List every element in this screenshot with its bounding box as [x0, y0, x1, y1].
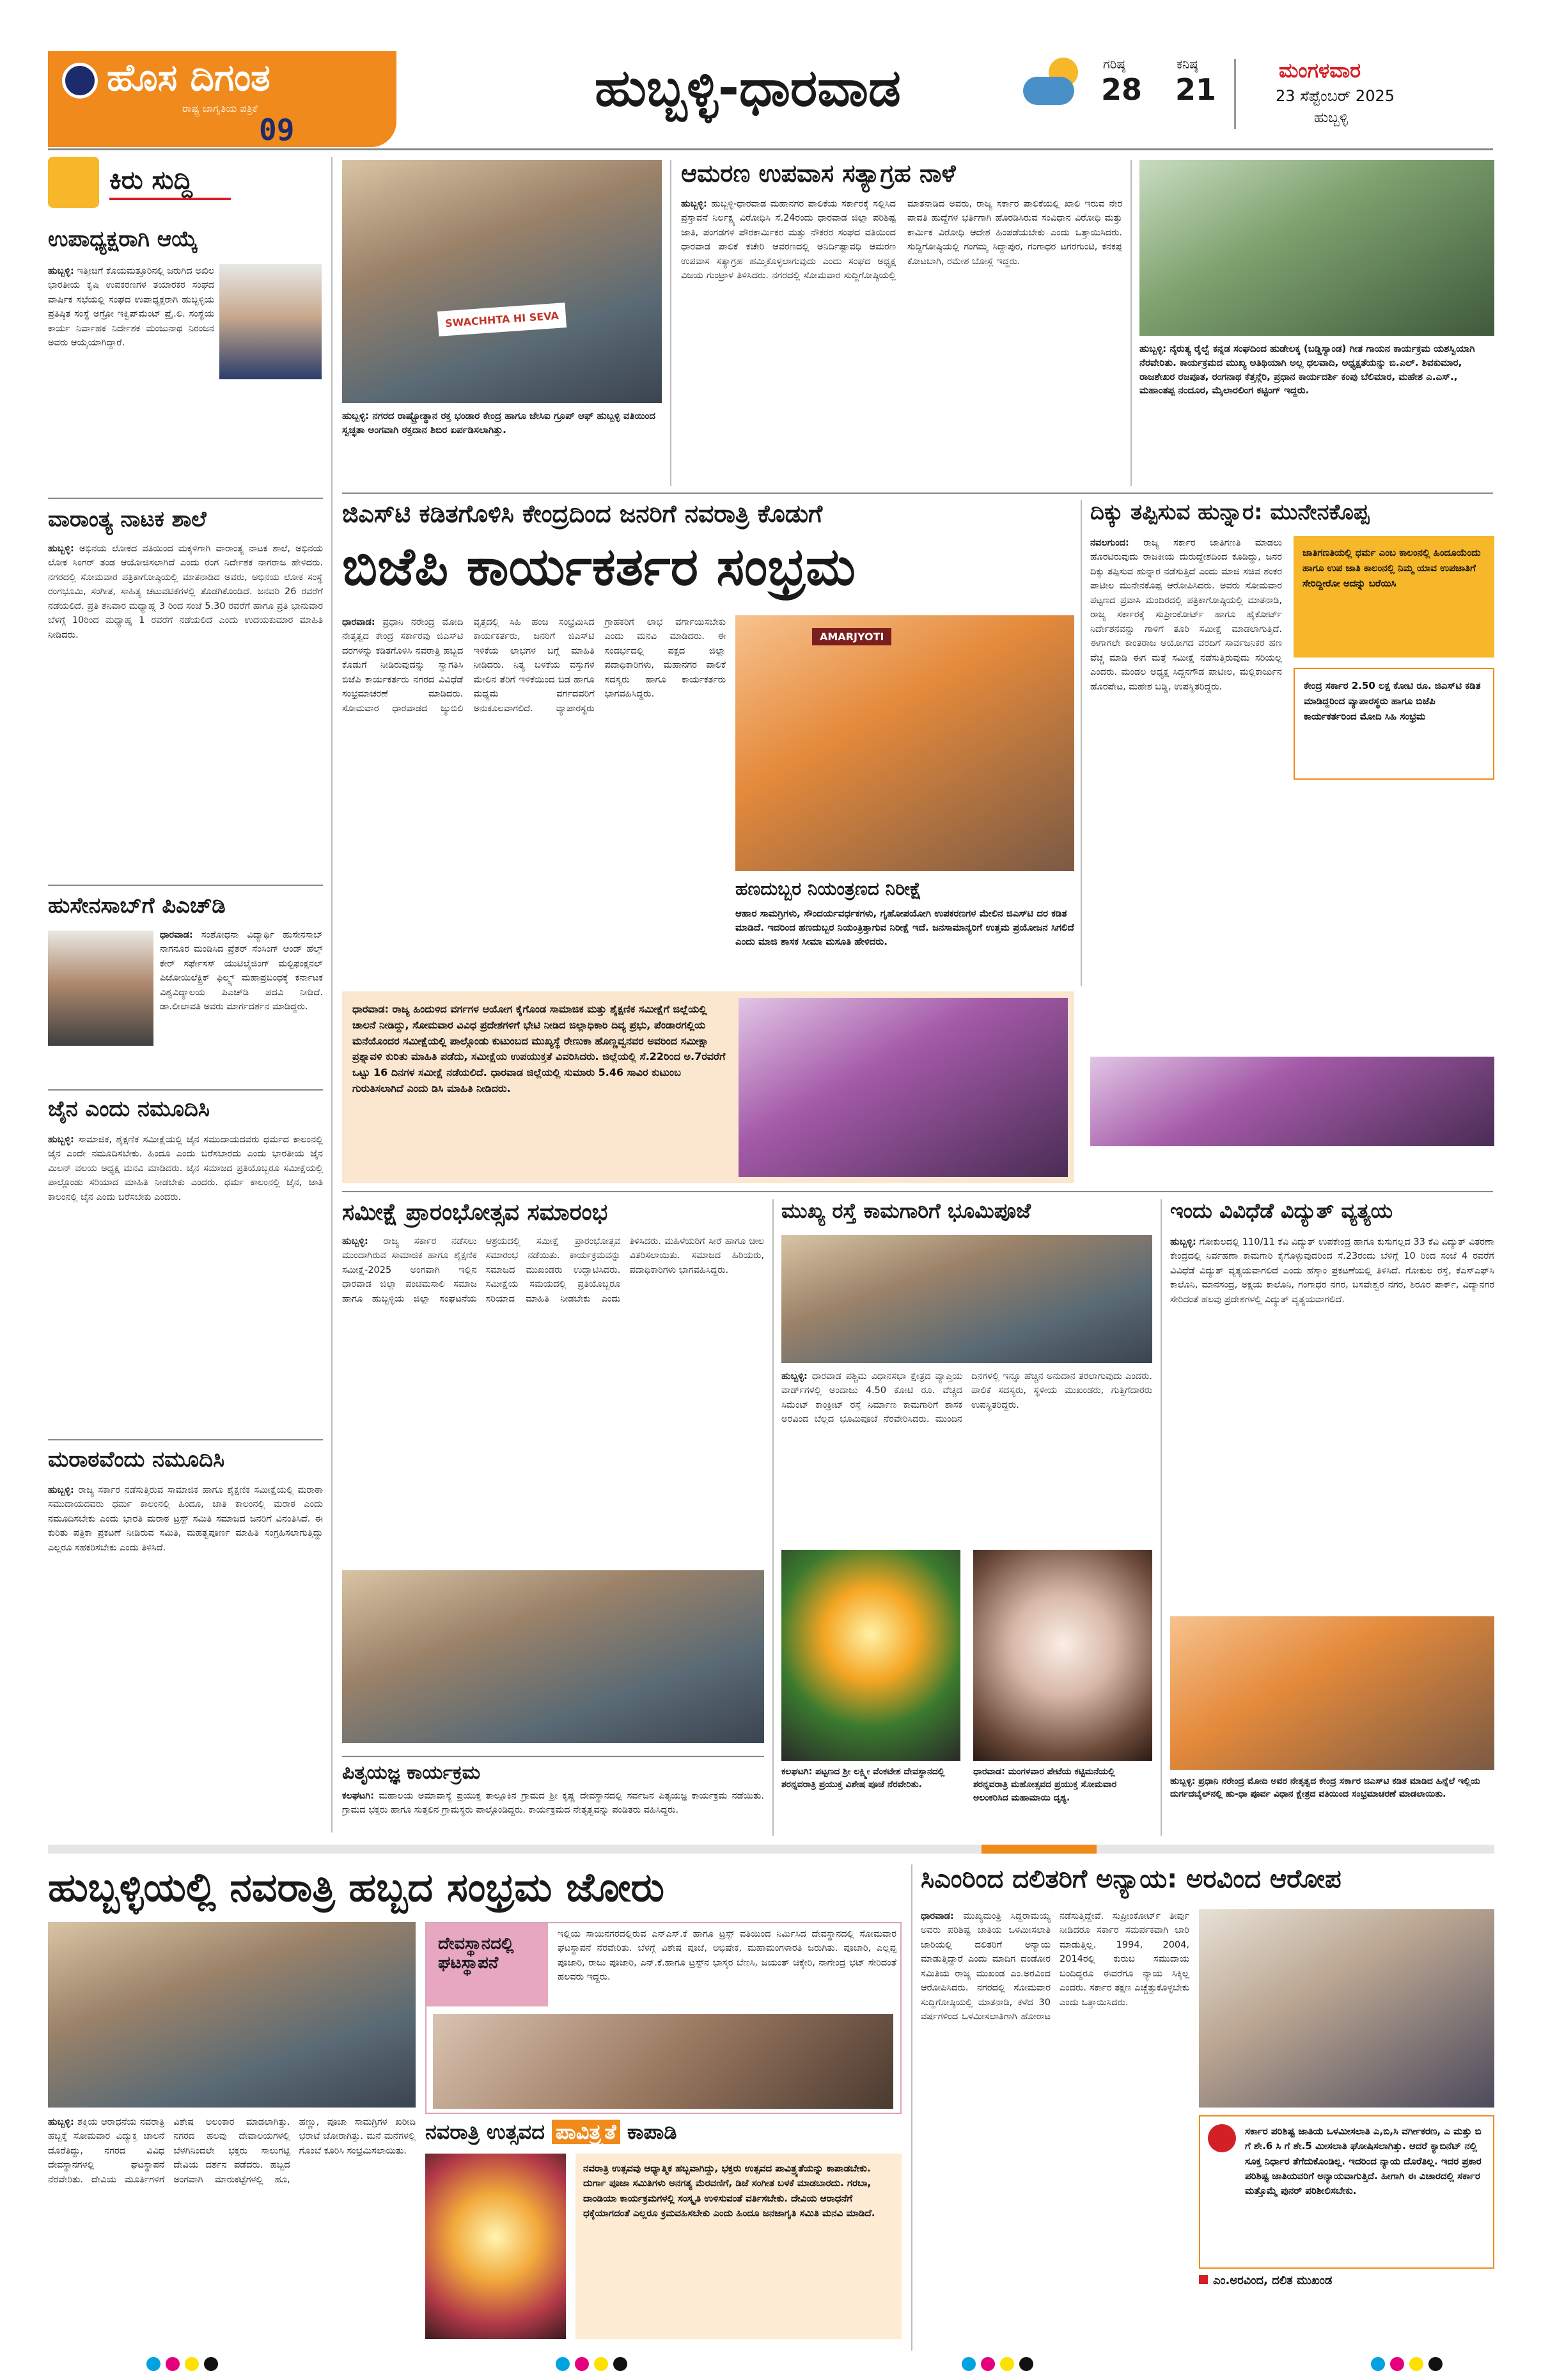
- date: 23 ಸೆಪ್ಟೆಂಬರ್ 2025: [1276, 87, 1395, 105]
- lead-story: [342, 500, 1074, 986]
- city: ಹುಬ್ಬಳ್ಳಿ: [1314, 110, 1349, 126]
- brief-headline: ಮರಾಠವೆಂದು ನಮೂದಿಸಿ: [48, 1447, 225, 1472]
- photo-caption: ಧಾರವಾಡ: ಮಂಗಳವಾರ ಪೇಟೆಯ ಕಟ್ಟಿಮನೆಯಲ್ಲಿ ಶರನ್ನವರಾತ್ರಿ ಮಹೋತ್ಸವದ ಪ್ರಯುಕ್ತ ಸೋಮವಾರ ಅಲಂಕರಿಸಿದ ಮಹಾಮಾಯಿ ದೃಶ್ಯ.: [973, 1767, 1117, 1803]
- registration-marks: [1368, 2357, 1445, 2374]
- masthead-divider: [1234, 59, 1236, 129]
- quote-author: ಎಂ.ಅರವಿಂದ, ದಲಿತ ಮುಖಂಡ: [1199, 2274, 1494, 2287]
- story-headline: ಆಮರಣ ಉಪವಾಸ ಸತ್ಯಾಗ್ರಹ ನಾಳೆ: [681, 159, 956, 187]
- survey-box: [342, 991, 1074, 1183]
- top-photo-left: [342, 160, 662, 486]
- portrait-photo: [48, 931, 153, 1046]
- story-body: ನವಲಗುಂದ: ರಾಜ್ಯ ಸರ್ಕಾರ ಜಾತಿಗಣತಿ ಮಾಡಲು ಹೊರಟಿರುವುದು ರಾಜಕೀಯ ದುರುದ್ದೇಶದಿಂದ ಕೂಡಿದ್ದು, ಜನರ ದಿಕ್ಕು ತಪ್ಪಿಸುವ ಹುನ್ನಾರ ನಡೆಸುತ್ತಿದೆ ಎಂದು ಮಾಜಿ ಸಚಿವ ಶಂಕರ ಪಾಟೀಲ ಮುನೇನಕೊಪ್ಪ ಆರೋಪಿಸಿದರು. ಅವರು ಸೋಮವಾರ ಪಟ್ಟಣದ ಪ್ರವಾಸಿ ಮಂದಿರದಲ್ಲಿ ಪತ್ರಿಕಾಗೋಷ್ಠಿಯಲ್ಲಿ ಮಾತನಾಡಿ, ರಾಜ್ಯ ಸರ್ಕಾರಕ್ಕೆ ಸುಪ್ರೀಂಕೋರ್ಟ್ ಹಾಗೂ ಹೈಕೋರ್ಟ್ ನಿರ್ದೇಶನವನ್ನು ಗಾಳಿಗೆ ತೂರಿ ಸಮೀಕ್ಷೆ ಮಾಡಲಾಗುತ್ತಿದೆ. ಈಗಾಗಲೇ ಕಾಂತರಾಜ ಆಯೋಗದ ವರದಿಗೆ ಸಾರ್ವಜನಿಕರ ಹಣ ವೆಚ್ಚ ಮಾಡಿ ಈಗ ಮತ್ತೆ ಸಮೀಕ್ಷೆ ನಡೆಸುತ್ತಿರುವುದು ಸರಿಯಲ್ಲ ಎಂದರು. ಮಂಡಲ ಅಧ್ಯಕ್ಷ ಸಿದ್ದನಗೌಡ ಪಾಟೀಲ, ಮಲ್ಲಿಕಾರ್ಜುನ ಹೊರಪೇಟ, ಮಹೇಶ ಬಡ್ಡಿ, ಉಪಸ್ಥಿತರಿದ್ದರು.: [1090, 538, 1282, 692]
- registration-marks: [553, 2357, 630, 2374]
- navaratri-story: [48, 1864, 902, 2351]
- page-number: 09: [259, 113, 295, 147]
- ghatasthapane-photo[interactable]: [433, 2014, 893, 2109]
- deity-photo[interactable]: [781, 1550, 960, 1761]
- kiru-suddi-column: [48, 157, 323, 1832]
- dalit-story: [921, 1864, 1494, 2351]
- highlight-word: ಪಾವಿತ್ರ್ಯತೆ: [552, 2120, 620, 2144]
- brief-headline: ಜೈನ ಎಂದು ನಮೂದಿಸಿ: [48, 1096, 210, 1122]
- story-headline: ಸಮೀಕ್ಷೆ ಪ್ರಾರಂಭೋತ್ಸವ ಸಮಾರಂಭ: [342, 1199, 608, 1225]
- brief-headline: ಉಪಾಧ್ಯಕ್ಷರಾಗಿ ಆಯ್ಕೆ: [48, 226, 198, 252]
- square-bullet-icon: [1199, 2275, 1208, 2284]
- hand-icon: [48, 157, 99, 208]
- story-body: ಕಲಘಟಗಿ: ಮಹಾಲಯ ಅಮಾವಾಸ್ಯೆ ಪ್ರಯುಕ್ತ ತಾಲ್ಲೂಕಿನ ಗ್ರಾಮದ ಶ್ರೀ ಕೃಷ್ಣ ದೇವಸ್ಥಾನದಲ್ಲಿ ಸರ್ವಜನ ಪಿತೃಯಜ್ಞ ಕಾರ್ಯಕ್ರಮ ನಡೆಯಿತು. ಗ್ರಾಮದ ಭಕ್ತರು ಹಾಗೂ ಸುತ್ತಲಿನ ಗ್ರಾಮಸ್ಥರು ಪಾಲ್ಗೊಂಡಿದ್ದರು. ಕಾರ್ಯಕ್ರಮದ ನೇತೃತ್ವವನ್ನು ಪಂಡಿತರು ವಹಿಸಿದ್ದರು.: [342, 1791, 764, 1816]
- temp-max: 28: [1101, 72, 1143, 107]
- brief-body: ಹುಬ್ಬಳ್ಳಿ: ಸಾಮಾಜಿಕ, ಶೈಕ್ಷಣಿಕ ಸಮೀಕ್ಷೆಯಲ್ಲಿ ಜೈನ ಸಮುದಾಯದವರು ಧರ್ಮದ ಕಾಲಂನಲ್ಲಿ ಜೈನ ಎಂದೇ ನಮೂದಿಸಬೇಕು. ಹಿಂದೂ ಎಂದು ಬರೆಸಬಾರದು ಎಂದು ಭಾರತೀಯ ಜೈನ ಮಿಲನ್ ವಲಯ ಅಧ್ಯಕ್ಷ ಮನವಿ ಮಾಡಿದರು. ಜೈನ ಸಮಾಜದ ಪ್ರತಿಯೊಬ್ಬರೂ ಸಮೀಕ್ಷೆಯಲ್ಲಿ ಪಾಲ್ಗೊಂಡು ಸರಿಯಾದ ಮಾಹಿತಿ ನೀಡಬೇಕು ಎಂದರು. ಧರ್ಮ ಕಾಲಂನಲ್ಲಿ ಜೈನ, ಜಾತಿ ಕಾಲಂನಲ್ಲಿ ಜೈನ ಎಂದು ಬರೆಸಬೇಕು ಎಂದರು.: [48, 1135, 323, 1202]
- goddess-photo[interactable]: [425, 2154, 566, 2339]
- brand-tagline: ರಾಷ್ಟ್ರ ಜಾಗೃತಿಯ ಪತ್ರಿಕೆ: [182, 102, 258, 114]
- day: ಮಂಗಳವಾರ: [1279, 58, 1361, 83]
- weather-icon: [1023, 58, 1081, 109]
- brand-name: ಹೊಸ ದಿಗಂತ: [107, 56, 270, 99]
- ghatasthapane-box: [425, 1922, 902, 2114]
- registration-marks: [144, 2357, 221, 2374]
- lamp-icon: [62, 63, 98, 99]
- lead-kicker: ಜಿಎಸ್‌ಟಿ ಕಡಿತಗೊಳಿಸಿ ಕೇಂದ್ರದಿಂದ ಜನರಿಗೆ ನವರಾತ್ರಿ ಕೊಡುಗೆ: [342, 500, 823, 528]
- group-photo[interactable]: [1139, 160, 1494, 336]
- photo-caption: ಹುಬ್ಬಳ್ಳಿ: ಪ್ರಧಾನಿ ನರೇಂದ್ರ ಮೋದಿ ಅವರ ನೇತೃತ್ವದ ಕೇಂದ್ರ ಸರ್ಕಾರ ಜಿಎಸ್‌ಟಿ ಕಡಿತ ಮಾಡಿದ ಹಿನ್ನೆಲೆ ಇಲ್ಲಿಯ ದುರ್ಗದಬೈಲ್‌ನಲ್ಲಿ ಹು-ಧಾ ಪೂರ್ವ ವಿಧಾನ ಕ್ಷೇತ್ರದ ವತಿಯಿಂದ ಸಂಭ್ರಮಾಚರಣೆ ಮಾಡಲಾಯಿತು.: [1170, 1776, 1480, 1800]
- bottom-divider: [48, 1845, 1494, 1854]
- survey-text: ಧಾರವಾಡ: ರಾಜ್ಯ ಹಿಂದುಳಿದ ವರ್ಗಗಳ ಆಯೋಗ ಕೈಗೊಂಡ ಸಾಮಾಜಿಕ ಮತ್ತು ಶೈಕ್ಷಣಿಕ ಸಮೀಕ್ಷೆಗೆ ಜಿಲ್ಲೆಯಲ್ಲಿ ಚಾಲನೆ ನೀಡಿದ್ದು, ಸೋಮವಾರ ವಿವಿಧ ಪ್ರದೇಶಗಳಿಗೆ ಭೇಟಿ ನೀಡಿದ ಜಿಲ್ಲಾಧಿಕಾರಿ ದಿವ್ಯ ಪ್ರಭು, ಪೆಂಡಾರಗಲ್ಲಿಯ ಮನೆಯೊಂದರ ಸಮೀಕ್ಷೆಯಲ್ಲಿ ಪಾಲ್ಗೊಂಡು ಕುಟುಂಬದ ಮುಖ್ಯಸ್ಥೆ ರೇಣುಕಾ ಹೊಣ್ಣವ್ವನವರ ಅವರಿಂದ ಸಮೀಕ್ಷಾ ಪ್ರಶ್ನಾವಳಿ ಕುರಿತು ಮಾಹಿತಿ ಪಡೆದು, ಸಮೀಕ್ಷೆಯ ಉಪಯುಕ್ತತೆ ವಿವರಿಸಿದರು. ಜಿಲ್ಲೆಯಲ್ಲಿ ಸೆ.22ರಿಂದ ಅ.7ರವರೆಗೆ ಒಟ್ಟು 16 ದಿನಗಳ ಸಮೀಕ್ಷೆ ನಡೆಯಲಿದೆ. ಧಾರವಾಡ ಜಿಲ್ಲೆಯಲ್ಲಿ ಸುಮಾರು 5.46 ಸಾವಿರ ಕುಟುಂಬ ಗುರುತಿಸಲಾಗಿದೆ ಎಂದು ಡಿಸಿ ಮಾಹಿತಿ ನೀಡಿದರು.: [352, 1003, 726, 1094]
- portrait-photo: [219, 264, 322, 379]
- kiru-suddi-title-box: [48, 157, 240, 208]
- registration-marks: [959, 2357, 1036, 2374]
- story-body: ಹುಬ್ಬಳ್ಳಿ: ಶಕ್ತಿಯ ಆರಾಧನೆಯ ನವರಾತ್ರಿ ಹಬ್ಬಕ್ಕೆ ಸೋಮವಾರ ವಿದ್ಯುಕ್ತ ಚಾಲನೆ ದೊರೆತಿದ್ದು, ನಗರದ ವಿವಿಧ ದೇವಸ್ಥಾನಗಳಲ್ಲಿ ಘಟಸ್ಥಾಪನೆ ನೆರವೇರಿತು. ದೇವಿಯ ಮೂರ್ತಿಗಳಿಗೆ ವಿಶೇಷ ಅಲಂಕಾರ ಮಾಡಲಾಗಿತ್ತು. ನಗರದ ಹಲವು ದೇವಾಲಯಗಳಲ್ಲಿ ಬೆಳಗಿನಿಂದಲೇ ಭಕ್ತರು ಸಾಲುಗಟ್ಟಿ ದೇವಿಯ ದರ್ಶನ ಪಡೆದರು. ಹಬ್ಬದ ಅಂಗವಾಗಿ ಮಾರುಕಟ್ಟೆಗಳಲ್ಲಿ ಹೂ, ಹಣ್ಣು, ಪೂಜಾ ಸಾಮಗ್ರಿಗಳ ಖರೀದಿ ಭರಾಟೆ ಜೋರಾಗಿತ್ತು. ಮನೆ ಮನೆಗಳಲ್ಲಿ ಗೊಂಬೆ ಕೂರಿಸಿ ಸಂಭ್ರಮಿಸಲಾಯಿತು.: [48, 2117, 416, 2185]
- highlight-box: ಕೇಂದ್ರ ಸರ್ಕಾರ 2.50 ಲಕ್ಷ ಕೋಟಿ ರೂ. ಜಿಎಸ್‌ಟಿ ಕಡಿತ ಮಾಡಿದ್ದರಿಂದ ವ್ಯಾಪಾರಸ್ಥರು ಹಾಗೂ ಬಿಜೆಪಿ ಕಾರ್ಯಕರ್ತರಿಂದ ಮೋದಿ ಸಿಹಿ ಸಂಭ್ರಮ: [1294, 668, 1494, 780]
- brief-headline: ಹುಸೇನಸಾಬ್‌ಗೆ ಪಿಎಚ್‌ಡಿ: [48, 893, 226, 918]
- lead-headline: ಬಿಜೆಪಿ ಕಾರ್ಯಕರ್ತರ ಸಂಭ್ರಮ: [342, 537, 856, 597]
- banner: SWACHHTA HI SEVA: [437, 303, 567, 336]
- photo-caption: ಹುಬ್ಬಳ್ಳಿ: ನಗರದ ರಾಷ್ಟ್ರೋತ್ಥಾನ ರಕ್ತ ಭಂಡಾರ ಕೇಂದ್ರ ಹಾಗೂ ಜೇಸಿಐ ಗ್ರೂಪ್ ಆಫ್ ಹುಬ್ಬಳ್ಳಿ ವತಿಯಿಂದ ಸ್ವಚ್ಛತಾ ಅಂಗವಾಗಿ ರಕ್ತದಾನ ಶಿಬಿರ ಏರ್ಪಡಿಸಲಾಗಿತ್ತು.: [342, 410, 655, 436]
- bhoomi-puja-story: [781, 1199, 1152, 1836]
- photo-caption: ಕಲಘಟಗಿ: ಪಟ್ಟಣದ ಶ್ರೀ ಲಕ್ಷ್ಮೀ ವೆಂಕಟೇಶ ದೇವಸ್ಥಾನದಲ್ಲಿ ಶರನ್ನವರಾತ್ರಿ ಪ್ರಯುಕ್ತ ವಿಶೇಷ ಪೂಜೆ ನೆರವೇರಿತು.: [781, 1767, 945, 1790]
- photo-caption: ಹುಬ್ಬಳ್ಳಿ: ನೈರುತ್ಯ ರೈಲ್ವೆ ಕನ್ನಡ ಸಂಘದಿಂದ ಹುಡೇಲಕ್ಕ (ಬಡ್ಡಿಸ್ಯಾಂಡ) ಗೀತ ಗಾಯನ ಕಾರ್ಯಕ್ರಮ ಯಶಸ್ವಿಯಾಗಿ ನೆರವೇರಿತು. ಕಾರ್ಯಕ್ರಮದ ಮುಖ್ಯ ಅತಿಥಿಯಾಗಿ ಅಲ್ಲ ಧಲವಾದಿ, ಅಧ್ಯಕ್ಷತೆಯನ್ನು ಬಿ.ಎಲ್. ಶಿವಕುಮಾರ, ರಾಜಶೇಖರ ರಜಪೂತ, ರಂಗನಾಥ ಕೆತ್ತನ್ಗೆರಿ, ಪ್ರಧಾನ ಕಾರ್ಯದರ್ಶಿ ಕಂಪು ಬೆಲಿಮಾರ, ಮಹೇಶ ಎ.ಎಸ್., ಮಹಾಂತಪ್ಪ ನಂದೂರ, ಮೈಲಾರಲಿಂಗ ಕಟ್ಟಿಂಗ್ ಇದ್ದರು.: [1139, 343, 1475, 397]
- story-headline: ಪಿತೃಯಜ್ಞ ಕಾರ್ಯಕ್ರಮ: [342, 1761, 481, 1784]
- lead-body: ಧಾರವಾಡ: ಪ್ರಧಾನಿ ನರೇಂದ್ರ ಮೋದಿ ನೇತೃತ್ವದ ಕೇಂದ್ರ ಸರ್ಕಾರವು ಜಿಎಸ್‌ಟಿ ದರಗಳನ್ನು ಕಡಿತಗೊಳಿಸಿ ನವರಾತ್ರಿ ಹಬ್ಬದ ಕೊಡುಗೆ ನೀಡಿರುವುದನ್ನು ಸ್ವಾಗತಿಸಿ ಬಿಜೆಪಿ ಕಾರ್ಯಕರ್ತರು ನಗರದ ವಿವಿಧೆಡೆ ಸಂಭ್ರಮಾಚರಣೆ ಮಾಡಿದರು. ಸೋಮವಾರ ಧಾರವಾಡದ ಜ್ಯುಬಿಲಿ ವೃತ್ತದಲ್ಲಿ ಸಿಹಿ ಹಂಚಿ ಸಂಭ್ರಮಿಸಿದ ಕಾರ್ಯಕರ್ತರು, ಜನರಿಗೆ ಜಿಎಸ್‌ಟಿ ಇಳಿಕೆಯ ಲಾಭಗಳ ಬಗ್ಗೆ ಮಾಹಿತಿ ನೀಡಿದರು. ನಿತ್ಯ ಬಳಕೆಯ ವಸ್ತುಗಳ ಮೇಲಿನ ತೆರಿಗೆ ಇಳಿಕೆಯಿಂದ ಬಡ ಹಾಗೂ ಮಧ್ಯಮ ವರ್ಗದವರಿಗೆ ಅನುಕೂಲವಾಗಲಿದೆ. ವ್ಯಾಪಾರಸ್ಥರು ಗ್ರಾಹಕರಿಗೆ ಲಾಭ ವರ್ಗಾಯಿಸಬೇಕು ಎಂದು ಮನವಿ ಮಾಡಿದರು. ಈ ಸಂದರ್ಭದಲ್ಲಿ ಪಕ್ಷದ ಜಿಲ್ಲಾ ಪದಾಧಿಕಾರಿಗಳು, ಮಹಾನಗರ ಪಾಲಿಕೆ ಸದಸ್ಯರು ಹಾಗೂ ಕಾರ್ಯಕರ್ತರು ಭಾಗವಹಿಸಿದ್ದರು.: [342, 617, 726, 714]
- story-body: ಧಾರವಾಡ: ಮುಖ್ಯಮಂತ್ರಿ ಸಿದ್ದರಾಮಯ್ಯ ಅವರು ಪರಿಶಿಷ್ಟ ಜಾತಿಯ ಒಳಮೀಸಲಾತಿ ಜಾರಿಯಲ್ಲಿ ದಲಿತರಿಗೆ ಅನ್ಯಾಯ ಮಾಡುತ್ತಿದ್ದಾರೆ ಎಂದು ಮಾದಿಗ ದಂಡೋರ ಸಮಿತಿಯ ರಾಜ್ಯ ಮುಖಂಡ ಎಂ.ಅರವಿಂದ ಆರೋಪಿಸಿದರು. ನಗರದಲ್ಲಿ ಸೋಮವಾರ ಸುದ್ದಿಗೋಷ್ಠಿಯಲ್ಲಿ ಮಾತನಾಡಿ, ಕಳೆದ 30 ವರ್ಷಗಳಿಂದ ಒಳಮೀಸಲಾತಿಗಾಗಿ ಹೋರಾಟ ನಡೆಸುತ್ತಿದ್ದೇವೆ. ಸುಪ್ರೀಂಕೋರ್ಟ್ ತೀರ್ಪು ನೀಡಿದರೂ ಸರ್ಕಾರ ಸಮರ್ಪಕವಾಗಿ ಜಾರಿ ಮಾಡುತ್ತಿಲ್ಲ. 1994, 2004, 2014ರಲ್ಲಿ ಕುರುಬ ಸಮುದಾಯ ಬಂದಿದ್ದರೂ ಈವರೆಗೂ ನ್ಯಾಯ ಸಿಕ್ಕಿಲ್ಲ ಎಂದರು. ಸರ್ಕಾರ ತಕ್ಷಣ ಎಚ್ಚೆತ್ತುಕೊಳ್ಳಬೇಕು ಎಂದು ಒತ್ತಾಯಿಸಿದರು.: [921, 1911, 1189, 2022]
- hunger-strike-story: [681, 160, 1122, 486]
- survey-launch-story: [342, 1199, 764, 1749]
- masthead-rule: [48, 148, 1493, 150]
- quote-icon: [1208, 2124, 1236, 2152]
- story-body: ಹುಬ್ಬಳ್ಳಿ: ಹುಬ್ಬಳ್ಳಿ-ಧಾರವಾಡ ಮಹಾನಗರ ಪಾಲಿಕೆಯ ಸರ್ಕಾರಕ್ಕೆ ಸಲ್ಲಿಸಿದ ಪ್ರಸ್ತಾವನೆ ನಿರ್ಲಕ್ಷ್ಯ ವಿರೋಧಿಸಿ ಸೆ.24ರಂದು ಧಾರವಾಡ ಜಿಲ್ಲಾ ಪರಿಶಿಷ್ಟ ಜಾತಿ, ಪಂಗಡಗಳ ಪೌರಕಾರ್ಮಿಕರ ಮತ್ತು ನೌಕರರ ಸಂಘದ ವತಿಯಿಂದ ಧಾರವಾಡ ಪಾಲಿಕೆ ಕಚೇರಿ ಆವರಣದಲ್ಲಿ ಅನಿರ್ದಿಷ್ಟಾವಧಿ ಆಮರಣ ಉಪವಾಸ ಸತ್ಯಾಗ್ರಹ ಹಮ್ಮಿಕೊಳ್ಳಲಾಗುವುದು ಎಂದು ಸಂಘದ ಅಧ್ಯಕ್ಷ ವಿಜಯ ಗುಂಟ್ರಾಳ ತಿಳಿಸಿದರು. ನಗರದಲ್ಲಿ ಸೋಮವಾರ ಸುದ್ದಿಗೋಷ್ಠಿಯಲ್ಲಿ ಮಾತನಾಡಿದ ಅವರು, ರಾಜ್ಯ ಸರ್ಕಾರ ಪಾಲಿಕೆಯಲ್ಲಿ ಖಾಲಿ ಇರುವ ನೇರ ಪಾವತಿ ಹುದ್ದೆಗಳ ಭರ್ತಿಗಾಗಿ ಹೊರಡಿಸಿರುವ ಸಂವಿಧಾನ ವಿರೋಧಿ ಮತ್ತು ಕಾರ್ಮಿಕ ವಿರೋಧಿ ಆದೇಶ ಹಿಂಪಡೆಯಬೇಕು ಎಂದು ಒತ್ತಾಯಿಸಿದರು. ಸುದ್ದಿಗೋಷ್ಠಿಯಲ್ಲಿ ಗಂಗಮ್ಮ ಸಿದ್ದಾಪುರ, ಗಂಗಾಧರ ಟಗರಗುಂಟಿ, ಕನಕಪ್ಪ ಕೋಟಬಾಗಿ, ರಮೇಶ ಬೋಸ್ಲೆ ಇದ್ದರು.: [681, 199, 1122, 281]
- power-cut-story: [1170, 1199, 1494, 1836]
- kiru-suddi-title: ಕಿರು ಸುದ್ದಿ: [109, 166, 192, 195]
- brief-body: ಧಾರವಾಡ: ಸಂಶೋಧನಾ ವಿದ್ಯಾರ್ಥಿ ಹುಸೇನಸಾಬ್ ನಾಗನೂರ ಮಂಡಿಸಿದ ಪ್ರೆಶರ್ ಸೆಂಸಿಂಗ್ ಆಂಡ್ ಹೆಲ್ತ್ ಕೇರ್ ಸರ್ಫೇಸಸ್ ಯುಟಿಲೈಜಿಂಗ್ ಮಲ್ಟಿಫಂಕ್ಷನಲ್ ಪಿಜೋಯಿಲೆಕ್ಟ್ರಿಕ್ ಫಿಲ್ಮ್ಸ್ ಮಹಾಪ್ರಬಂಧಕ್ಕೆ ಕರ್ನಾಟಕ ವಿಶ್ವವಿದ್ಯಾಲಯ ಪಿಎಚ್‌ಡಿ ಪದವಿ ನೀಡಿದೆ. ಡಾ.ಲೀಲಾವತಿ ಅವರು ಮಾರ್ಗದರ್ಶನ ಮಾಡಿದ್ದರು.: [160, 930, 323, 1013]
- brief-body: ಹುಬ್ಬಳ್ಳಿ: ಅಭಿನಯ ಲೋಕದ ವತಿಯಿಂದ ಮಕ್ಕಳಿಗಾಗಿ ವಾರಾಂತ್ಯ ನಾಟಕ ಶಾಲೆ, ಅಭಿನಯ ಲೋಕ ಸಿಂಗರ್ ತಂಡ ಆಯೋಜಿಸಲಾಗಿದೆ ಎಂದು ರಂಗ ನಿರ್ದೇಶಕ ನಾಗರಾಜ ಹೇಳಿದರು. ನಗರದಲ್ಲಿ ಸೋಮವಾರ ಪತ್ರಿಕಾಗೋಷ್ಠಿಯಲ್ಲಿ ಮಾತನಾಡಿದ ಅವರು, ಅಭಿನಯ ಲೋಕ ಸಂಸ್ಥೆ ರಂಗಭೂಮಿ, ಸಂಗೀತ, ಸಾಹಿತ್ಯ ಚಟುವಟಿಕೆಗಳಲ್ಲಿ ತೊಡಗಿಕೊಂಡಿದೆ. ಜನವರಿ 26 ರವರೆಗೆ ನಡೆಯಲಿದೆ. ಪ್ರತಿ ಶನಿವಾರ ಮಧ್ಯಾಹ್ನ 3 ರಿಂದ ಸಂಜೆ 5.30 ರವರೆಗೆ ಹಾಗೂ ಪ್ರತಿ ಭಾನುವಾರ ಬೆಳಗ್ಗೆ 10ರಿಂದ ಮಧ್ಯಾಹ್ನ 1 ರವರೆಗೆ ನಡೆಯಲಿದೆ ಎಂದು ಉದಯಕುಮಾರ ಮಾಹಿತಿ ನೀಡಿದರು.: [48, 544, 323, 640]
- brief-body: ಹುಬ್ಬಳ್ಳಿ: ರಾಜ್ಯ ಸರ್ಕಾರ ನಡೆಸುತ್ತಿರುವ ಸಾಮಾಜಿಕ ಹಾಗೂ ಶೈಕ್ಷಣಿಕ ಸಮೀಕ್ಷೆಯಲ್ಲಿ ಮರಾಠಾ ಸಮುದಾಯದವರು ಧರ್ಮ ಕಾಲಂನಲ್ಲಿ ಹಿಂದೂ, ಜಾತಿ ಕಾಲಂನಲ್ಲಿ ಮರಾಠ ಎಂದು ನಮೂದಿಸಬೇಕು ಎಂದು ಭಾರತಿ ಮರಾಠ ಟ್ರಸ್ಟ್ ಸಮಿತಿ ಸಮಾಜದ ಜನರಿಗೆ ವಿನಂತಿಸಿದೆ. ಈ ಕುರಿತು ಪತ್ರಿಕಾ ಪ್ರಕಟಣೆ ನೀಡಿರುವ ಸಮಿತಿ, ಮಹತ್ವಪೂರ್ಣ ಮಾಹಿತಿ ಸಂಗ್ರಹಿಸಲಾಗುತ್ತಿದ್ದು ಎಲ್ಲರೂ ಸಹಕರಿಸಬೇಕು ಎಂದು ತಿಳಿಸಿದೆ.: [48, 1485, 323, 1553]
- press-meet-photo[interactable]: [1199, 1909, 1494, 2108]
- pitru-story: [342, 1756, 764, 1836]
- box-title: ದೇವಸ್ಥಾನದಲ್ಲಿ ಘಟಸ್ಥಾಪನೆ: [426, 1923, 548, 2006]
- box-body: ಇಲ್ಲಿಯ ಸಾಯಿನಗರದಲ್ಲಿರುವ ಎನ್‌ಎಸ್.ಕೆ ಹಾಗೂ ಟ್ರಸ್ಟ್ ವತಿಯಿಂದ ನಿರ್ಮಿಸಿದ ದೇವಸ್ಥಾನದಲ್ಲಿ ಸೋಮವಾರ ಘಟಸ್ಥಾಪನೆ ನೆರವೇರಿತು. ಬೆಳಗ್ಗೆ ವಿಶೇಷ ಪೂಜೆ, ಅಭಿಷೇಕ, ಮಹಾಮಂಗಳಾರತಿ ಜರುಗಿತು. ಪೂಜಾರಿ, ಎಲ್ಲಪ್ಪ ಪೂಜಾರಿ, ರಾಜು ಪೂಜಾರಿ, ಎನ್.ಕೆ.ಹಾಗೂ ಟ್ರಸ್ಟ್‌ನ ಭಾಸ್ಕರ ಬೆಣಸಿ, ಜಯಂತ್ ಚಿಕ್ಕೇರಿ, ನಾಗೇಂದ್ರ ಭಟ್ ಸೇರಿದಂತೆ ಹಲವರು ಇದ್ದರು.: [558, 1929, 896, 1983]
- munenakoppa-story: [1090, 500, 1494, 1153]
- box-body: ನವರಾತ್ರಿ ಉತ್ಸವವು ಆಧ್ಯಾತ್ಮಿಕ ಹಬ್ಬವಾಗಿದ್ದು, ಭಕ್ತರು ಉತ್ಸವದ ಪಾವಿತ್ರ್ಯತೆಯನ್ನು ಕಾಪಾಡಬೇಕು. ದುರ್ಗಾ ಪೂಜಾ ಸಮಿತಿಗಳು ಅನಗತ್ಯ ಮೆರವಣಿಗೆ, ಡಿಜೆ ಸಂಗೀತ ಬಳಕೆ ಮಾಡಬಾರದು. ಗರಬಾ, ದಾಂಡಿಯಾ ಕಾರ್ಯಕ್ರಮಗಳಲ್ಲಿ ಸಂಸ್ಕೃತಿ ಉಳಿಸುವಂತೆ ವರ್ತಿಸಬೇಕು. ದೇವಿಯ ಆರಾಧನೆಗೆ ಧಕ್ಕೆಯಾಗದಂತೆ ಎಲ್ಲರೂ ಕ್ರಮವಹಿಸಬೇಕು ಎಂದು ಹಿಂದೂ ಜನಜಾಗೃತಿ ಸಮಿತಿ ಮನವಿ ಮಾಡಿದೆ.: [575, 2154, 902, 2339]
- story-body: ಹುಬ್ಬಳ್ಳಿ: ರಾಜ್ಯ ಸರ್ಕಾರ ನಡೆಸಲು ಮುಂದಾಗಿರುವ ಸಾಮಾಜಿಕ ಹಾಗೂ ಶೈಕ್ಷಣಿಕ ಸಮೀಕ್ಷೆ-2025 ಅಂಗವಾಗಿ ಇಲ್ಲಿನ ಧಾರವಾಡ ಜಿಲ್ಲಾ ಪಂಚಮಸಾಲಿ ಸಮಾಜ ಹಾಗೂ ಹುಬ್ಬಳ್ಳಿಯ ಜಿಲ್ಲಾ ಸಂಘಟನೆಯ ಆಶ್ರಯದಲ್ಲಿ ಸಮೀಕ್ಷೆ ಪ್ರಾರಂಭೋತ್ಸವ ಸಮಾರಂಭ ನಡೆಯಿತು. ಕಾರ್ಯಕ್ರಮವನ್ನು ಸಮಾಜದ ಮುಖಂಡರು ಉದ್ಘಾಟಿಸಿದರು. ಸಮೀಕ್ಷೆಯ ಸಮಯದಲ್ಲಿ ಪ್ರತಿಯೊಬ್ಬರೂ ಸರಿಯಾದ ಮಾಹಿತಿ ನೀಡಬೇಕು ಎಂದು ತಿಳಿಸಿದರು. ಮಹಿಳೆಯರಿಗೆ ಸೀರೆ ಹಾಗೂ ಚೀಲ ವಿತರಿಸಲಾಯಿತು. ಸಮಾಜದ ಹಿರಿಯರು, ಪದಾಧಿಕಾರಿಗಳು ಭಾಗವಹಿಸಿದ್ದರು.: [342, 1236, 764, 1304]
- gst-celebration-photo[interactable]: [1170, 1616, 1494, 1770]
- shop-sign: AMARJYOTI: [812, 628, 891, 645]
- edition-title: ಹುಬ್ಬಳ್ಳಿ-ಧಾರವಾಡ: [595, 58, 901, 118]
- temple-photo[interactable]: [48, 1922, 416, 2108]
- brand-logo[interactable]: [48, 51, 396, 147]
- celebration-photo[interactable]: [735, 615, 1074, 871]
- box-title: ನವರಾತ್ರಿ ಉತ್ಸವದ ಪಾವಿತ್ರ್ಯತೆ ಕಾಪಾಡಿ: [425, 2120, 677, 2144]
- temp-min-label: ಕನಿಷ್ಠ: [1177, 56, 1198, 72]
- deity-photo[interactable]: [973, 1550, 1152, 1761]
- photo-caption-title: ಹಣದುಬ್ಬರ ನಿಯಂತ್ರಣದ ನಿರೀಕ್ಷೆ: [735, 878, 922, 899]
- survey-event-photo[interactable]: [342, 1570, 764, 1743]
- brief-body: ಹುಬ್ಬಳ್ಳಿ: ಇತ್ತೀಚಿಗೆ ಕೊಯಮತ್ತೂರಿನಲ್ಲಿ ಜರುಗಿದ ಅಖಿಲ ಭಾರತೀಯ ಕೃಷಿ ಉಪಕರಣಗಳ ತಯಾರಕರ ಸಂಘದ ವಾರ್ಷಿಕ ಸಭೆಯಲ್ಲಿ ಸಂಘದ ಉಪಾಧ್ಯಕ್ಷರಾಗಿ ಹುಬ್ಬಳ್ಳಿಯ ಪ್ರತಿಷ್ಠಿತ ಸಂಸ್ಥೆ ಅಗ್ರೋ ಇಕ್ವಿಪ್‌ಮೆಂಟ್ ಪ್ರೈ.ಲಿ. ಸಂಸ್ಥೆಯ ಕಾರ್ಯ ನಿರ್ವಾಹಕ ನಿರ್ದೇಶಕ ಮಂಜುನಾಥ ನಿರಂಜನ ಅವರು ಆಯ್ಕೆಯಾಗಿದ್ದಾರೆ.: [48, 266, 214, 349]
- story-body: ಹುಬ್ಬಳ್ಳಿ: ಧಾರವಾಡ ಪಶ್ಚಿಮ ವಿಧಾನಸಭಾ ಕ್ಷೇತ್ರದ ವ್ಯಾಪ್ತಿಯ ವಾರ್ಡ್‌ಗಳಲ್ಲಿ ಅಂದಾಜು 4.50 ಕೋಟಿ ರೂ. ವೆಚ್ಚದ ಸಿಮೆಂಟ್ ಕಾಂಕ್ರೀಟ್ ರಸ್ತೆ ನಿರ್ಮಾಣ ಕಾಮಗಾರಿಗೆ ಶಾಸಕ ಅರವಿಂದ ಬೆಲ್ಲದ ಭೂಮಿಪೂಜೆ ನೆರವೇರಿಸಿದರು. ಮುಂದಿನ ದಿನಗಳಲ್ಲಿ ಇನ್ನೂ ಹೆಚ್ಚಿನ ಅನುದಾನ ತರಲಾಗುವುದು ಎಂದರು. ಪಾಲಿಕೆ ಸದಸ್ಯರು, ಸ್ಥಳೀಯ ಮುಖಂಡರು, ಗುತ್ತಿಗೆದಾರರು ಉಪಸ್ಥಿತರಿದ್ದರು.: [781, 1371, 1152, 1425]
- temp-max-label: ಗರಿಷ್ಠ: [1103, 56, 1125, 72]
- story-headline: ಹುಬ್ಬಳ್ಳಿಯಲ್ಲಿ ನವರಾತ್ರಿ ಹಬ್ಬದ ಸಂಭ್ರಮ ಜೋರು: [48, 1864, 665, 1911]
- story-body: ಹುಬ್ಬಳ್ಳಿ: ಗೋಕುಲದಲ್ಲಿ 110/11 ಕೆವಿ ವಿದ್ಯುತ್ ಉಪಕೇಂದ್ರ ಹಾಗೂ ಕುಸುಗಲ್ಲದ 33 ಕೆವಿ ವಿದ್ಯುತ್ ವಿತರಣಾ ಕೇಂದ್ರದಲ್ಲಿ ನಿರ್ವಹಣಾ ಕಾಮಗಾರಿ ಕೈಗೊಳ್ಳುವುದರಿಂದ ಸೆ.23ರಂದು ಬೆಳಿಗ್ಗೆ 10 ರಿಂದ ಸಂಜೆ 4 ರವರೆಗೆ ವಿವಿಧೆಡೆ ವಿದ್ಯುತ್ ವ್ಯತ್ಯಯವಾಗಲಿದೆ ಎಂದು ಹೆಸ್ಕಾಂ ಪ್ರಕಟಣೆಯಲ್ಲಿ ತಿಳಿಸಿದೆ. ಗೋಕುಲ ರಸ್ತೆ, ಕೆಎಸ್‌ಎಫ್‌ಸಿ ಕಾಲೊನಿ, ಮಾನಸಂದ್ರ, ಅಕ್ಷಯ ಕಾಲೊನಿ, ಗಂಗಾಧರ ನಗರ, ಬಸವೇಶ್ವರ ನಗರ, ಶಿರೂರ ಪಾರ್ಕ್, ವಿದ್ಯಾನಗರ ಸೇರಿದಂತೆ ಹಲವು ಪ್ರದೇಶಗಳಲ್ಲಿ ವಿದ್ಯುತ್ ವ್ಯತ್ಯಯವಾಗಲಿದೆ.: [1170, 1237, 1494, 1305]
- masthead: [0, 0, 1541, 154]
- brief-headline: ವಾರಾಂತ್ಯ ನಾಟಕ ಶಾಲೆ: [48, 507, 207, 532]
- bhoomi-puja-photo[interactable]: [781, 1235, 1152, 1363]
- story-headline: ಮುಖ್ಯ ರಸ್ತೆ ಕಾಮಗಾರಿಗೆ ಭೂಮಿಪೂಜೆ: [781, 1199, 1031, 1223]
- photo-caption: ಆಹಾರ ಸಾಮಗ್ರಿಗಳು, ಸೌಂದರ್ಯವರ್ಧಕಗಳು, ಗೃಹೋಪಯೋಗಿ ಉಪಕರಣಗಳ ಮೇಲಿನ ಜಿಎಸ್‌ಟಿ ದರ ಕಡಿತ ಮಾಡಿದೆ. ಇದರಿಂದ ಹಣದುಬ್ಬರ ನಿಯಂತ್ರಿತ್ತಾಗುವ ನಿರೀಕ್ಷೆ ಇದೆ. ಜನಸಾಮಾನ್ಯರಿಗೆ ಉತ್ತಮ ಪ್ರಯೋಜನ ಸಿಗಲಿದೆ ಎಂದು ಮಾಜಿ ಶಾಸಕ ಸೀಮಾ ಮಸೂತಿ ಹೇಳಿದರು.: [735, 908, 1074, 947]
- story-headline: ಸಿಎಂರಿಂದ ದಲಿತರಿಗೆ ಅನ್ಯಾಯ: ಅರವಿಂದ ಆರೋಪ: [921, 1864, 1342, 1894]
- highlight-box: ಜಾತಿಗಣತಿಯಲ್ಲಿ ಧರ್ಮ ಎಂಬ ಕಾಲಂನಲ್ಲಿ ಹಿಂದೂಯೆಂದು ಹಾಗೂ ಉಪ ಜಾತಿ ಕಾಲಂನಲ್ಲಿ ನಿಮ್ಮ ಯಾವ ಉಪಜಾತಿಗೆ ಸೇರಿದ್ದೀರೋ ಅದನ್ನು ಬರೆಯಿಸಿ: [1294, 536, 1494, 658]
- survey-photo[interactable]: [739, 998, 1068, 1177]
- quote-box: ಸರ್ಕಾರ ಪರಿಶಿಷ್ಟ ಜಾತಿಯ ಒಳಮೀಸಲಾತಿ ಎ,ಬಿ,ಸಿ ವರ್ಗೀಕರಣ, ಎ ಮತ್ತು ಬಿ ಗೆ ಶೇ.6 ಸಿ ಗೆ ಶೇ.5 ಮೀಸಲಾತಿ ಘೋಷಿಸಲಾಗಿತ್ತು. ಆದರೆ ಕ್ಯಾಬಿನೆಟ್ ನಲ್ಲಿ ಸೂಕ್ತ ನಿರ್ಧಾರ ತೆಗೆದುಕೊಂಡಿಲ್ಲ. ಇದರಿಂದ ನ್ಯಾಯ ದೊರೆತಿಲ್ಲ. ಇದರ ಪ್ರಕಾರ ಪರಿಶಿಷ್ಟ ಜಾತಿಯವರಿಗೆ ಅನ್ಯಾಯವಾಗುತ್ತಿದೆ. ಹೀಗಾಗಿ ಈ ವಿಚಾರದಲ್ಲಿ ಸರ್ಕಾರ ಮತ್ತೊಮ್ಮೆ ಪುನರ್ ಪರಿಶೀಲಿಸಬೇಕು.: [1199, 2115, 1494, 2269]
- blood-donation-photo[interactable]: [342, 160, 662, 403]
- story-headline: ದಿಕ್ಕು ತಪ್ಪಿಸುವ ಹುನ್ನಾರ: ಮುನೇನಕೊಪ್ಪ: [1090, 500, 1370, 525]
- meeting-photo[interactable]: [1090, 1057, 1494, 1146]
- top-photo-right: [1139, 160, 1494, 486]
- story-headline: ಇಂದು ವಿವಿಧೆಡೆ ವಿದ್ಯುತ್ ವ್ಯತ್ಯಯ: [1170, 1199, 1393, 1223]
- purity-box: [425, 2120, 902, 2345]
- temp-min: 21: [1175, 72, 1217, 107]
